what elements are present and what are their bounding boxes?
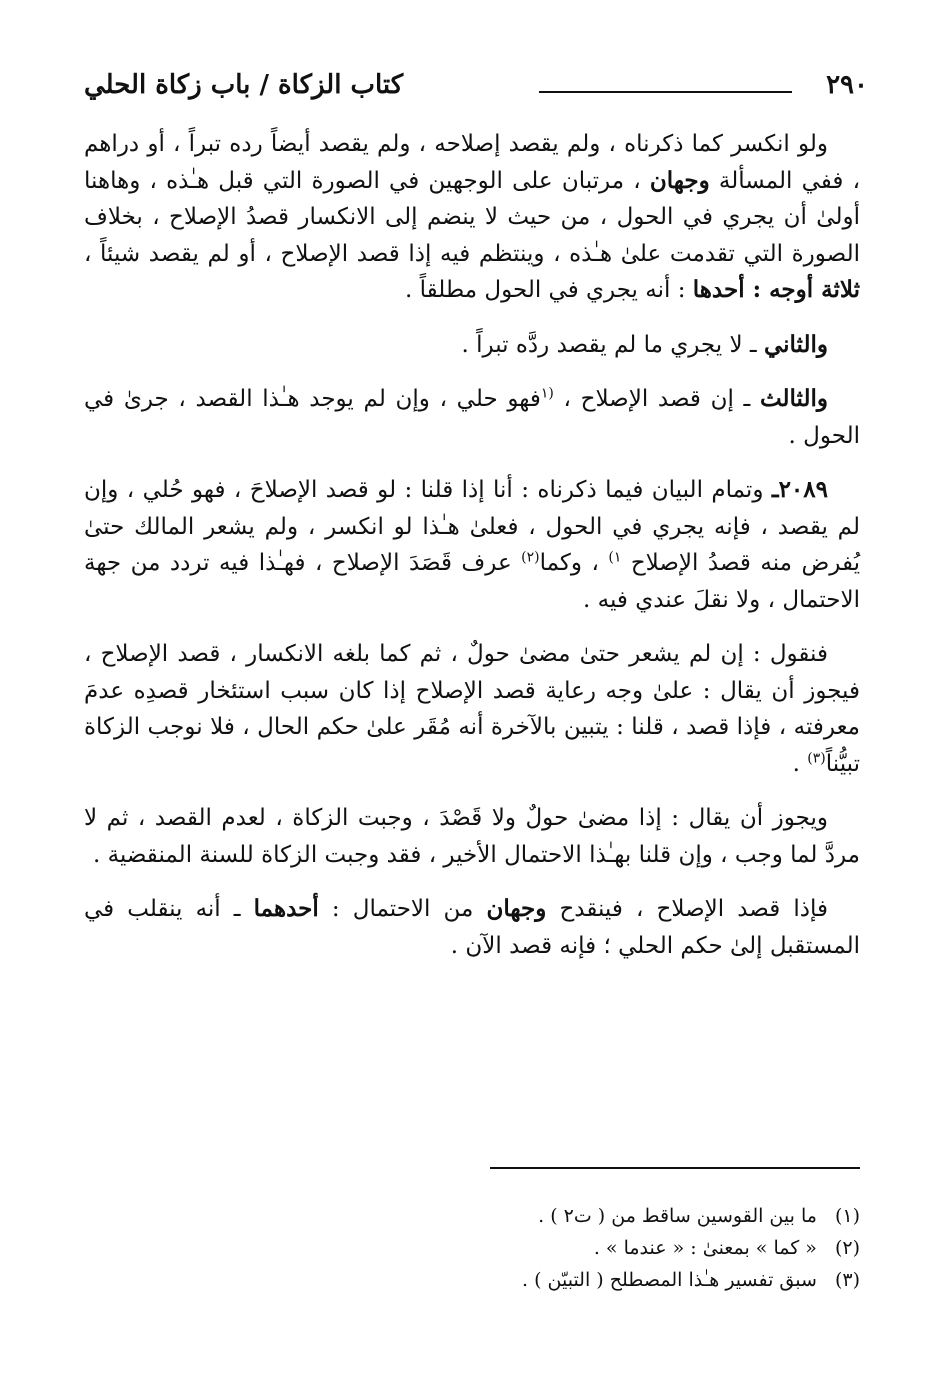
- text-run: ـ إن قصد الإصلاح ،: [553, 386, 760, 412]
- footnotes: [160, 1200, 860, 1296]
- bold-term: والثالث: [759, 385, 828, 412]
- footnote-number: (٢): [834, 1237, 860, 1259]
- paragraph-1: [84, 126, 860, 309]
- bold-term: والثاني: [763, 330, 828, 358]
- bold-term: وجهان: [486, 895, 547, 922]
- paragraph-3: [84, 381, 860, 454]
- text-run: ، وكما: [539, 550, 609, 576]
- bold-term: وجهان: [649, 166, 710, 194]
- running-header: [84, 70, 868, 110]
- footnote-marker: (٣): [807, 749, 826, 766]
- page-number: ٢٩٠: [826, 70, 868, 100]
- running-title: كتاب الزكاة / باب زكاة الحلي: [84, 70, 404, 100]
- text-run: فإذا قصد الإصلاح ، فينقدح: [546, 896, 828, 922]
- text-run: .: [792, 750, 808, 777]
- text-run: ، مرتبان على الوجهين في الصورة التي قبل هـٰذه ، وهاهنا أولىٰ أن يجري في الحول ، من حيث لا ينضم إلى الانكسار قصدُ الإصلاح ، بخلاف الصورة التي تقدمت علىٰ هـٰذه ، وينتظم فيه إذا قصد الإصلاح ، أو لم يقصد شيئاً ،: [84, 167, 860, 267]
- paragraph-7: [84, 891, 860, 964]
- text-run: عرف قَصَدَ الإصلاح ، فهـٰذا فيه تردد من جهة الاحتمال ، ولا نقلَ عندي فيه .: [84, 550, 860, 613]
- footnote: [160, 1232, 860, 1264]
- footnote-marker: ١): [608, 549, 622, 566]
- text-run: وتمام البيان فيما ذكرناه : أنا إذا قلنا : لو قصد الإصلاحَ ، فهو حُلي ، وإن لم يقصد ، فإنه يجري في الحول ، فعلىٰ هـٰذا لو انكسر ، ولم يشعر المالك حتىٰ يُفرض منه قصدُ الإصلاح: [84, 477, 860, 576]
- footnote-text: سبق تفسير هـٰذا المصطلح ( التبيّن ) .: [521, 1269, 817, 1291]
- paragraph-5: [84, 636, 860, 782]
- text-run: ويجوز أن يقال : إذا مضىٰ حولٌ ولا قَصْدَ ، وجبت الزكاة ، لعدم القصد ، ثم لا مردَّ لما وجب ، وإن قلنا بهـٰذا الاحتمال الأخير ، فقد وجبت الزكاة للسنة المنقضية .: [84, 805, 860, 868]
- footnote-marker: (٢): [521, 549, 540, 566]
- text-run: من الاحتمال :: [318, 896, 487, 922]
- text-run: ـ لا يجري ما لم يقصد ردَّه تبراً .: [461, 331, 764, 358]
- footnote: [160, 1200, 860, 1232]
- footnote: [160, 1264, 860, 1296]
- paragraph-6: [84, 800, 860, 873]
- footnote-text: « كما » بمعنىٰ : « عندما » .: [593, 1237, 817, 1259]
- footnote-number: (١): [834, 1205, 860, 1227]
- text-run: : أنه يجري في الحول مطلقاً .: [405, 277, 693, 303]
- issue-number: ٢٠٨٩ـ: [771, 476, 828, 503]
- text-run: فهو حلي ، وإن لم يوجد هـٰذا القصد ، جرىٰ في الحول .: [84, 386, 860, 449]
- bold-term: ثلاثة أوجه : أحدها: [692, 276, 860, 303]
- page-body: [84, 126, 860, 964]
- text-run: ولو انكسر كما ذكرناه ، ولم يقصد إصلاحه ، ولم يقصد أيضاً رده تبراً ، أو دراهم ، ففي المسألة: [84, 131, 861, 194]
- bold-term: أحدهما: [253, 895, 319, 922]
- footnote-number: (٣): [834, 1269, 860, 1291]
- text-run: فنقول : إن لم يشعر حتىٰ مضىٰ حولٌ ، ثم كما بلغه الانكسار ، قصد الإصلاح ، فيجوز أن يقال : علىٰ وجه رعاية قصد الإصلاح إذا كان سبب استئخار قصدِه عدمَ معرفته ، فإذا قصد ، قلنا : يتبين بالآخرة أنه مُقَر علىٰ حكم الحال ، فلا نوجب الزكاة تبيُّناً: [84, 641, 860, 777]
- footnote-rule: [490, 1167, 860, 1169]
- footnote-text: ما بين القوسين ساقط من ( ت٢ ) .: [538, 1205, 817, 1227]
- paragraph-2: [84, 327, 860, 364]
- footnote-marker: (١: [540, 385, 554, 402]
- text-run: ـ أنه ينقلب في المستقبل إلىٰ حكم الحلي ؛ فإنه قصد الآن .: [84, 896, 860, 959]
- paragraph-4: [84, 472, 860, 618]
- header-rule: [539, 91, 792, 93]
